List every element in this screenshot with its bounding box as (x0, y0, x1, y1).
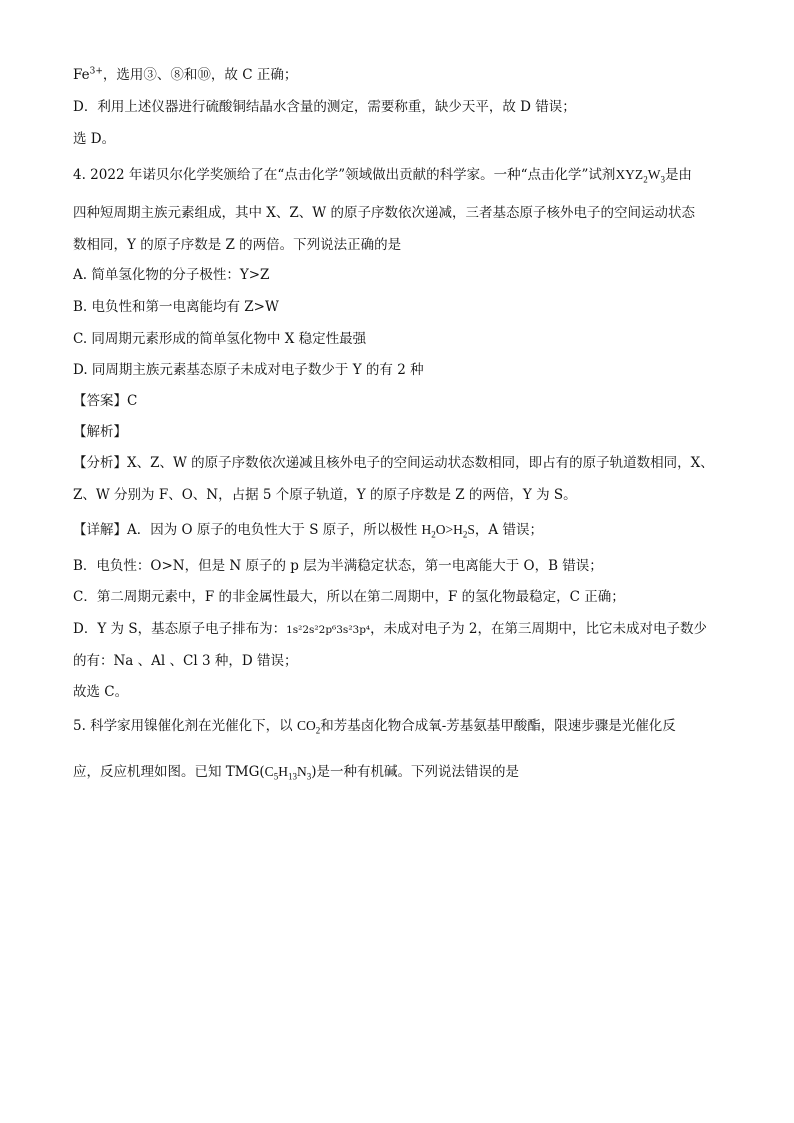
q5-stem-text: 5. 科学家用镍催化剂在光催化下，以 (73, 718, 297, 734)
tmg-formula (264, 764, 312, 782)
q4-detail-line-4 (73, 619, 707, 640)
q4-option-d: D. 同周期主族元素基态原子未成对电子数少于 Y 的有 2 种 (73, 362, 424, 378)
q4-detail-line-5: 的有：Na 、Al 、Cl 3 种，D 错误； (73, 653, 298, 669)
q5-stem2-text: 应，反应机理如图。已知 TMG( (73, 764, 265, 780)
electron-config: 1s²2s²2p⁶3s²3p⁴ (286, 624, 371, 636)
formula-xyz: XYZ (615, 167, 644, 182)
q4-stem-text: 4. 2022 年诺贝尔化学奖颁给了在“点击化学”领域做出贡献的科学家。一种“点击化学”试剂 (73, 167, 616, 183)
answer-label: 【答案】 (73, 393, 127, 409)
formula-w-sub: 3 (660, 174, 665, 185)
co2-main: CO (296, 718, 316, 733)
q4-option-c: C. 同周期元素形成的简单氢化物中 X 稳定性最强 (73, 331, 367, 347)
q4-stem-line-2: 四种短周期主族元素组成，其中 X、Z、W 的原子序数依次递减，三者基态原子核外电子的空间运动状态 (73, 205, 695, 221)
q5-stem2-text-end: )是一种有机碱。下列说法错误的是 (311, 764, 519, 780)
q4-detail-line-6: 故选 C。 (73, 684, 129, 700)
q4-analysis-label: 【解析】 (73, 424, 127, 440)
tmg-n-sub: 3 (306, 771, 312, 782)
formula-z-sub: 2 (643, 174, 648, 185)
answer-value: C (127, 393, 138, 409)
detail-a-end: ，A 错误； (474, 522, 543, 538)
formula-w: W (647, 167, 661, 182)
formula-h2-sub: 2 (462, 529, 468, 540)
tmg-c: C (264, 764, 274, 779)
q4-formula (615, 167, 665, 185)
q4-answer (73, 391, 137, 411)
q5-stem-line-1 (73, 716, 676, 736)
q4-option-b: B. 电负性和第一电离能均有 Z>W (73, 299, 279, 315)
formula-o-h: O>H (435, 522, 463, 537)
prev-line-1-text: ，选用③、⑧和⑩，故 C 正确； (102, 67, 298, 83)
q4-fenxi-line-1: 【分析】X、Z、W 的原子序数依次递减且核外电子的空间运动状态数相同，即占有的原子轨道数相同，X、 (73, 455, 714, 471)
tmg-c-sub: 5 (273, 771, 279, 782)
co2-sub: 2 (315, 725, 321, 736)
q4-detail-line-2: B．电负性：O>N，但是 N 原子的 p 层为半满稳定状态，第一电离能大于 O，B 错误； (73, 558, 603, 574)
formula-s: S (467, 522, 475, 537)
formula-h: H (421, 522, 432, 537)
tmg-h-sub: 13 (287, 771, 297, 782)
q4-fenxi-line-2: Z、W 分别为 F、O、N，占据 5 个原子轨道，Y 的原子序数是 Z 的两倍，Y 为 S。 (73, 487, 577, 503)
tmg-n: N (296, 764, 307, 779)
polarity-formula (421, 522, 475, 540)
q4-stem-line-1 (73, 165, 692, 185)
q4-detail-line-1 (73, 520, 543, 540)
q4-stem-text-end: 是由 (664, 167, 692, 183)
q4-detail-line-3: C．第二周期元素中，F 的非金属性最大，所以在第二周期中，F 的氢化物最稳定，C 正确； (73, 589, 625, 605)
prev-line-1 (73, 65, 297, 85)
tmg-h: H (278, 764, 288, 779)
co2-formula (296, 718, 321, 736)
q5-stem-text-end: 和芳基卤化物合成氧-芳基氨基甲酸酯，限速步骤是光催化反 (320, 718, 676, 734)
detail-d-text: D．Y 为 S，基态原子电子排布为： (73, 621, 287, 637)
formula-h-sub: 2 (431, 529, 436, 540)
fe-charge: 3+ (89, 66, 103, 77)
prev-line-3: 选 D。 (73, 131, 116, 147)
detail-a-text: 【详解】A．因为 O 原子的电负性大于 S 原子，所以极性 (73, 522, 422, 538)
q4-option-a: A. 简单氢化物的分子极性：Y>Z (73, 267, 270, 283)
fe-symbol: Fe (73, 67, 90, 83)
detail-d-text-end: ，未成对电子为 2，在第三周期中，比它未成对电子数少 (370, 621, 708, 637)
q4-stem-line-3: 数相同，Y 的原子序数是 Z 的两倍。下列说法正确的是 (73, 237, 402, 253)
prev-line-2: D．利用上述仪器进行硫酸铜结晶水含量的测定，需要称重，缺少天平，故 D 错误； (73, 99, 576, 115)
q5-stem-line-2 (73, 762, 519, 782)
